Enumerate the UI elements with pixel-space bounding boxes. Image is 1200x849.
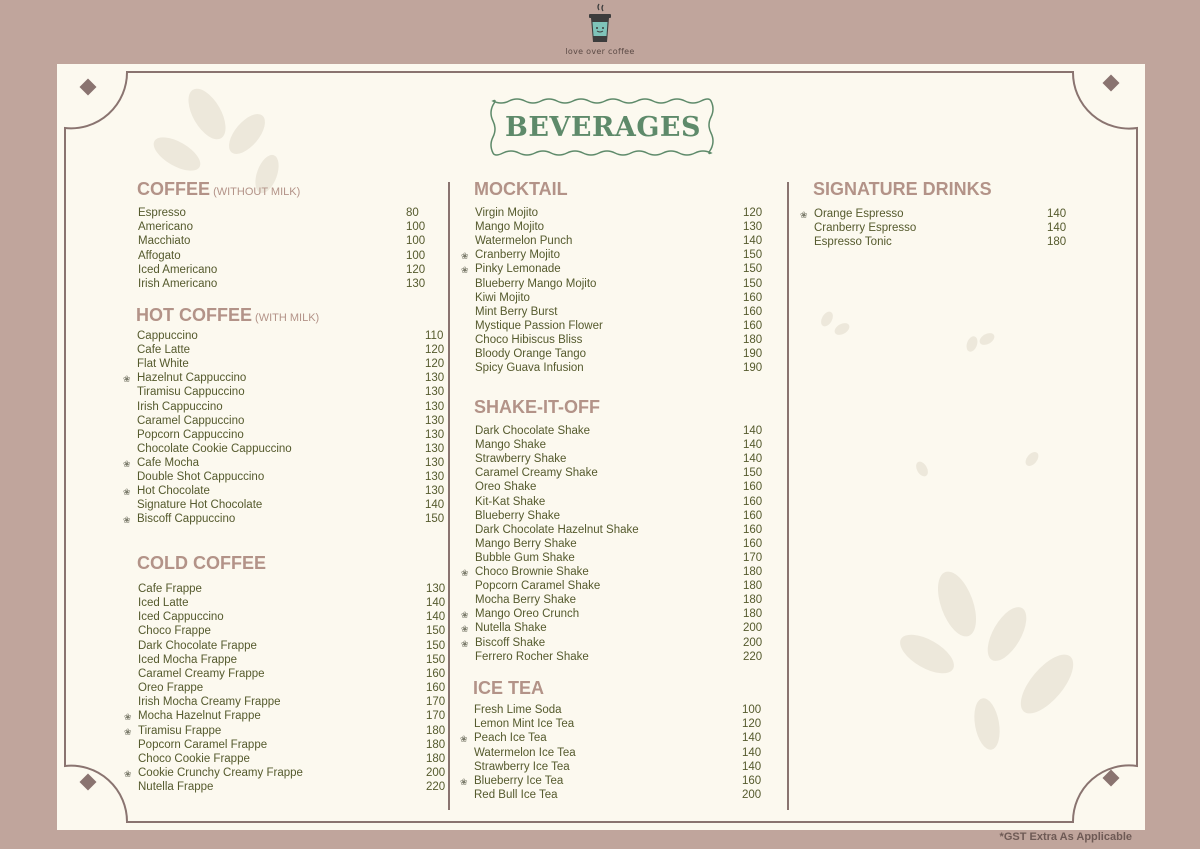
menu-item: [474, 747, 772, 761]
menu-item: [138, 611, 456, 625]
menu-item-name: Popcorn Cappuccino: [137, 428, 244, 441]
section-title: [474, 397, 600, 418]
menu-item-name: Red Bull Ice Tea: [474, 789, 558, 802]
chef-special-icon: ❀: [123, 458, 131, 469]
menu-item-name: Hazelnut Cappuccino: [137, 372, 247, 385]
menu-item: [475, 481, 773, 495]
menu-item-name: Irish Mocha Creamy Frappe: [138, 696, 281, 709]
menu-item-price: 140: [426, 597, 446, 610]
menu-item-name: Spicy Guava Infusion: [475, 362, 584, 375]
menu-item-price: 140: [1047, 208, 1067, 220]
menu-item-name: Mango Mojito: [475, 221, 545, 234]
menu-item-name: Mango Shake: [475, 439, 546, 452]
section-title-text: COFFEE: [137, 179, 211, 199]
chef-special-icon: ❀: [800, 210, 808, 220]
menu-item-price: 160: [743, 509, 763, 522]
chef-special-icon: ❀: [124, 768, 132, 779]
menu-item-name: Chocolate Cookie Cappuccino: [137, 442, 292, 455]
menu-item-price: 150: [743, 277, 763, 290]
menu-item: [461, 622, 773, 636]
chef-special-icon: ❀: [461, 624, 469, 635]
menu-item-price: 140: [742, 732, 762, 745]
menu-item-name: Blueberry Shake: [475, 509, 561, 522]
menu-item: [474, 761, 772, 775]
menu-item-price: 120: [743, 207, 763, 219]
menu-item-price: 120: [425, 358, 445, 371]
menu-item-name: Mystique Passion Flower: [475, 319, 603, 332]
chef-special-icon: ❀: [123, 374, 131, 385]
menu-item: [474, 704, 772, 718]
menu-item: [138, 207, 436, 221]
menu-item-price: 170: [426, 710, 446, 723]
menu-item-price: 180: [426, 724, 446, 737]
menu-item-price: 140: [742, 760, 762, 773]
menu-item-price: 80: [406, 207, 419, 219]
menu-item-price: 150: [425, 513, 445, 526]
menu-item: [475, 552, 773, 566]
menu-item-price: 130: [425, 372, 445, 385]
menu-item-name: Choco Brownie Shake: [475, 566, 589, 578]
section-title: [137, 179, 300, 200]
menu-item: [461, 263, 773, 277]
menu-item-price: 120: [742, 718, 762, 731]
menu-item: [138, 640, 456, 654]
menu-item-price: 190: [743, 362, 763, 375]
menu-item-name: Macchiato: [138, 235, 191, 248]
menu-item-price: 160: [743, 319, 763, 332]
menu-item: [475, 524, 773, 538]
menu-item-name: Orange Espresso: [814, 208, 904, 220]
menu-item: [475, 221, 773, 235]
menu-item-name: Iced Americano: [138, 263, 218, 276]
menu-item: [138, 668, 456, 682]
menu-item: [475, 278, 773, 292]
menu-item-price: 220: [743, 650, 763, 663]
menu-item: [123, 485, 455, 499]
menu-item: [137, 429, 455, 443]
menu-item: [475, 651, 773, 665]
menu-item-name: Blueberry Mango Mojito: [475, 277, 597, 290]
menu-item-name: Mocha Hazelnut Frappe: [138, 710, 261, 723]
chef-special-icon: ❀: [461, 568, 469, 578]
menu-item-name: Americano: [138, 221, 193, 234]
menu-item-name: Biscoff Cappuccino: [137, 513, 236, 526]
menu-item-name: Biscoff Shake: [475, 636, 546, 649]
menu-item-name: Oreo Frappe: [138, 682, 204, 695]
menu-item-name: Caramel Creamy Shake: [475, 467, 598, 480]
menu-item-name: Kit-Kat Shake: [475, 495, 546, 508]
menu-item-name: Mango Berry Shake: [475, 537, 577, 550]
menu-item-price: 140: [743, 235, 763, 248]
menu-item-price: 150: [426, 653, 446, 666]
menu-item-name: Irish Cappuccino: [137, 400, 223, 413]
menu-item-price: 160: [743, 481, 763, 494]
menu-item-name: Affogato: [138, 249, 181, 262]
section-title: [813, 179, 992, 200]
menu-item-name: Bloody Orange Tango: [475, 348, 587, 360]
menu-item-name: Popcorn Caramel Frappe: [138, 738, 268, 751]
menu-item-price: 150: [426, 625, 446, 638]
menu-item-price: 110: [425, 330, 444, 342]
brand-name: love over coffee: [565, 47, 635, 56]
menu-item: [461, 608, 773, 622]
menu-item-name: Mocha Berry Shake: [475, 594, 576, 607]
menu-item-price: 130: [425, 456, 445, 469]
menu-item-price: 180: [426, 738, 446, 751]
menu-item-price: 160: [743, 291, 763, 304]
menu-item-price: 180: [743, 580, 763, 593]
menu-item: [475, 510, 773, 524]
menu-item: [138, 278, 436, 292]
menu-item-name: Caramel Cappuccino: [137, 414, 245, 427]
menu-item-price: 100: [406, 221, 426, 234]
menu-item-price: 170: [426, 696, 446, 709]
menu-item-name: Bubble Gum Shake: [475, 551, 575, 564]
menu-item-name: Cafe Latte: [137, 344, 191, 357]
menu-item: [461, 566, 773, 580]
menu-item-name: Iced Mocha Frappe: [138, 653, 238, 666]
menu-item: [138, 696, 456, 710]
menu-item: [474, 789, 772, 803]
chef-special-icon: ❀: [461, 251, 469, 262]
menu-item: [475, 334, 773, 348]
menu-item-name: Dark Chocolate Hazelnut Shake: [475, 523, 639, 536]
menu-item: [475, 453, 773, 467]
menu-item-price: 130: [425, 386, 445, 399]
menu-item-price: 140: [426, 611, 446, 624]
menu-item: [138, 739, 456, 753]
menu-item-price: 140: [743, 425, 763, 437]
menu-item-price: 160: [743, 537, 763, 550]
menu-item-name: Mango Oreo Crunch: [475, 608, 580, 621]
menu-item: [475, 594, 773, 608]
coffee-cup-icon: [555, 2, 645, 48]
menu-item: [138, 221, 436, 235]
gst-note: *GST Extra As Applicable: [999, 831, 1132, 843]
menu-item-price: 140: [1047, 222, 1067, 235]
menu-item: [475, 362, 773, 376]
menu-item: [475, 439, 773, 453]
menu-item-price: 130: [425, 428, 445, 441]
menu-item-name: Hot Chocolate: [137, 485, 210, 498]
menu-item-name: Blueberry Ice Tea: [474, 775, 564, 787]
menu-item-price: 180: [743, 333, 763, 346]
menu-item-price: 200: [743, 622, 763, 635]
chef-special-icon: ❀: [124, 712, 132, 723]
menu-item: [138, 753, 456, 767]
chef-special-icon: ❀: [123, 487, 131, 498]
menu-item: [137, 358, 455, 372]
menu-item-price: 160: [426, 682, 446, 695]
menu-item-price: 180: [426, 752, 446, 765]
menu-item-name: Espresso Tonic: [814, 236, 892, 249]
menu-item-price: 150: [426, 639, 446, 652]
menu-item: [137, 415, 455, 429]
section-title-text: SIGNATURE DRINKS: [813, 179, 992, 199]
menu-item: [124, 710, 456, 724]
section-title-text: COLD COFFEE: [137, 553, 266, 573]
menu-item-name: Strawberry Shake: [475, 453, 567, 466]
menu-item-price: 160: [743, 305, 763, 318]
chef-special-icon: ❀: [124, 726, 132, 737]
section-title-text: ICE TEA: [473, 678, 545, 698]
menu-item-price: 130: [743, 221, 763, 234]
menu-item-name: Dark Chocolate Shake: [475, 425, 591, 437]
menu-item-name: Iced Cappuccino: [138, 611, 224, 624]
chef-special-icon: ❀: [461, 638, 469, 649]
menu-item: [475, 348, 773, 362]
menu-item-price: 170: [743, 551, 763, 564]
menu-item: [123, 456, 455, 471]
chef-special-icon: ❀: [460, 777, 468, 787]
menu-item: [138, 781, 456, 795]
menu-item: [138, 682, 456, 696]
menu-item: [475, 496, 773, 510]
menu-item: [460, 775, 772, 789]
menu-item-name: Fresh Lime Soda: [474, 704, 562, 716]
menu-item-name: Tiramisu Cappuccino: [137, 386, 245, 399]
menu-item-name: Cookie Crunchy Creamy Frappe: [138, 766, 303, 779]
menu-item-price: 160: [742, 775, 762, 787]
menu-item: [137, 386, 455, 400]
menu-item-name: Nutella Frappe: [138, 781, 214, 794]
menu-item-price: 120: [406, 263, 426, 276]
menu-item-name: Choco Cookie Frappe: [138, 752, 250, 765]
menu-item-name: Oreo Shake: [475, 481, 537, 494]
menu-item-name: Espresso: [138, 207, 186, 219]
menu-item: [475, 320, 773, 334]
menu-item: [137, 443, 455, 457]
menu-item: [461, 249, 773, 263]
menu-item-price: 100: [406, 235, 426, 248]
menu-item-price: 150: [743, 263, 763, 276]
menu-item-price: 130: [406, 278, 426, 290]
menu-item: [475, 425, 773, 439]
menu-item-name: Lemon Mint Ice Tea: [474, 718, 575, 731]
section-title: [473, 678, 544, 699]
menu-item-price: 180: [743, 566, 763, 578]
menu-item-price: 100: [742, 704, 762, 716]
menu-item: [124, 724, 456, 739]
menu-item-price: 140: [742, 746, 762, 759]
menu-item: [475, 580, 773, 594]
menu-item-name: Peach Ice Tea: [474, 732, 547, 745]
menu-item-price: 160: [743, 523, 763, 536]
menu-item-price: 220: [426, 781, 446, 794]
menu-item: [475, 292, 773, 306]
menu-item: [137, 344, 455, 358]
menu-item-price: 150: [743, 249, 763, 262]
menu-item: [123, 513, 455, 527]
menu-item-price: 140: [743, 453, 763, 466]
menu-item-price: 130: [425, 485, 445, 498]
menu-item-name: Ferrero Rocher Shake: [475, 650, 589, 663]
brand-logo: [555, 2, 645, 60]
menu-item-name: Watermelon Punch: [475, 235, 573, 248]
menu-item-name: Signature Hot Chocolate: [137, 499, 263, 512]
menu-item: [475, 235, 773, 249]
menu-item-price: 180: [743, 608, 763, 621]
section-title-text: MOCKTAIL: [474, 179, 568, 199]
menu-item-name: Tiramisu Frappe: [138, 724, 222, 737]
menu-item-name: Cappuccino: [137, 330, 198, 342]
menu-item: [475, 207, 773, 221]
menu-item-name: Watermelon Ice Tea: [474, 746, 576, 759]
section-title-text: HOT COFFEE: [136, 305, 252, 325]
menu-item-name: Strawberry Ice Tea: [474, 760, 570, 773]
menu-item-name: Choco Frappe: [138, 625, 211, 638]
menu-item-price: 200: [743, 636, 763, 649]
menu-item-name: Flat White: [137, 358, 189, 371]
menu-item-price: 100: [406, 249, 426, 262]
chef-special-icon: ❀: [461, 265, 469, 276]
menu-item-name: Irish Americano: [138, 278, 218, 290]
chef-special-icon: ❀: [460, 734, 468, 745]
menu-item-name: Pinky Lemonade: [475, 263, 561, 276]
menu-item-price: 160: [743, 495, 763, 508]
section-title: [137, 553, 266, 574]
menu-item-price: 150: [743, 467, 763, 480]
menu-item-price: 180: [1047, 236, 1067, 249]
menu-item: [137, 499, 455, 513]
menu-item-name: Cranberry Espresso: [814, 222, 917, 235]
menu-item: [800, 208, 1077, 222]
menu-item: [475, 306, 773, 320]
menu-item: [138, 597, 456, 611]
menu-item-name: Double Shot Cappuccino: [137, 471, 265, 483]
menu-item-name: Mint Berry Burst: [475, 305, 558, 318]
menu-item-name: Cranberry Mojito: [475, 249, 560, 262]
menu-item: [138, 583, 456, 597]
menu-item-name: Cafe Mocha: [137, 456, 200, 469]
menu-item-name: Virgin Mojito: [475, 207, 539, 219]
menu-item: [460, 732, 772, 746]
menu-item: [475, 538, 773, 552]
menu-item: [814, 236, 1077, 250]
menu-item: [137, 401, 455, 415]
menu-item-price: 160: [426, 667, 446, 680]
menu-item-price: 130: [425, 442, 445, 455]
menu-item-price: 130: [426, 583, 446, 595]
column-divider: [787, 182, 789, 810]
chef-special-icon: ❀: [123, 515, 131, 526]
menu-item: [461, 636, 773, 651]
menu-sheet: [57, 64, 1145, 830]
menu-item-name: Dark Chocolate Frappe: [138, 639, 257, 652]
menu-item: [138, 235, 436, 249]
menu-item-price: 140: [425, 499, 445, 512]
chef-special-icon: ❀: [461, 610, 469, 621]
menu-item-price: 200: [742, 789, 762, 802]
page-title: BEVERAGES: [505, 111, 701, 143]
menu-item: [138, 250, 436, 264]
menu-item: [137, 471, 455, 485]
section-title-text: SHAKE-IT-OFF: [474, 397, 600, 417]
menu-item: [474, 718, 772, 732]
menu-item: [475, 467, 773, 481]
menu-item: [138, 625, 456, 639]
section-subtitle: (WITH MILK): [252, 312, 320, 324]
menu-item-price: 200: [426, 766, 446, 779]
menu-item-price: 180: [743, 594, 763, 607]
menu-item: [137, 330, 455, 344]
menu-item-name: Kiwi Mojito: [475, 291, 530, 304]
menu-item-price: 190: [743, 348, 763, 360]
section-title: [474, 179, 568, 200]
menu-item-name: Iced Latte: [138, 597, 189, 610]
menu-item-name: Choco Hibiscus Bliss: [475, 333, 583, 346]
menu-item: [124, 766, 456, 781]
menu-item: [814, 222, 1077, 236]
menu-item-price: 130: [425, 414, 445, 427]
menu-item: [138, 264, 436, 278]
section-subtitle: (WITHOUT MILK): [210, 186, 301, 198]
menu-item-price: 130: [425, 471, 445, 483]
menu-item: [138, 654, 456, 668]
section-title: [136, 305, 319, 326]
menu-item-price: 130: [425, 400, 445, 413]
menu-item-name: Popcorn Caramel Shake: [475, 580, 601, 593]
menu-item-name: Nutella Shake: [475, 622, 547, 635]
menu-item-name: Cafe Frappe: [138, 583, 202, 595]
menu-item-name: Caramel Creamy Frappe: [138, 667, 265, 680]
menu-item-price: 140: [743, 439, 763, 452]
menu-item-price: 120: [425, 344, 445, 357]
menu-item: [123, 372, 455, 386]
